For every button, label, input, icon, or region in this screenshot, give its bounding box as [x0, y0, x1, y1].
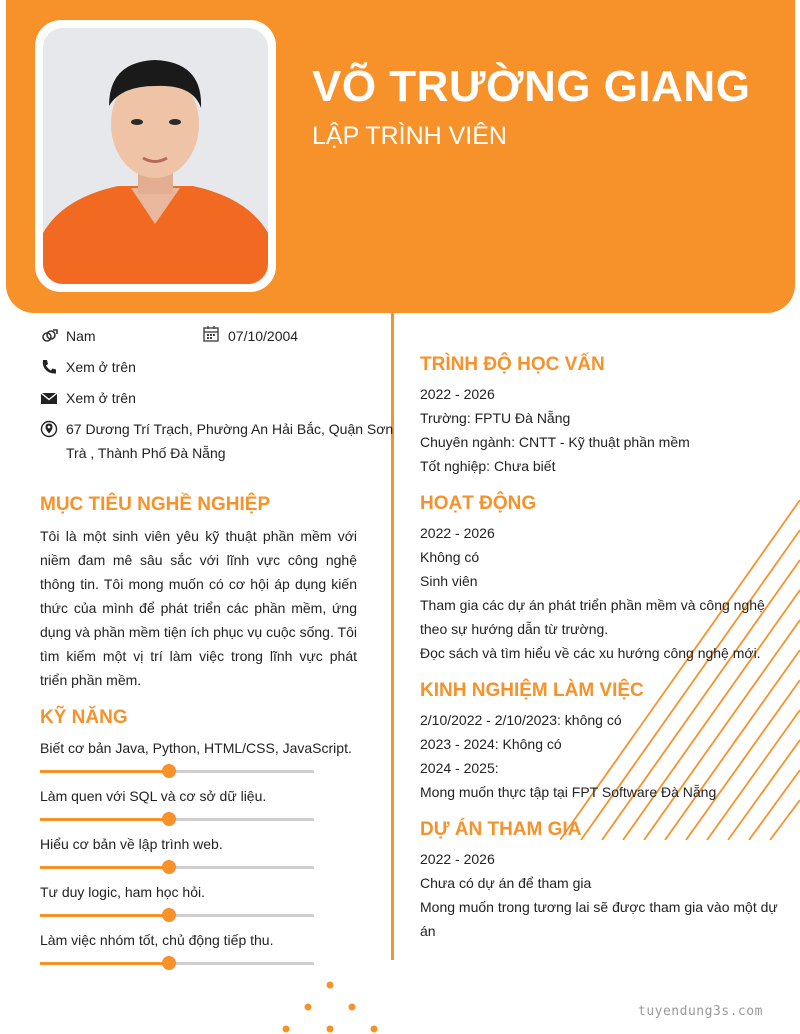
- envelope-icon: [40, 389, 58, 407]
- column-divider: [391, 313, 394, 960]
- skill-bar-knob: [162, 764, 176, 778]
- skill-bar: [40, 770, 314, 773]
- skill-bar: [40, 914, 314, 917]
- experience-line: Mong muốn thực tập tại FPT Software Đà Nẵng: [420, 784, 717, 800]
- birthdate-value: 07/10/2004: [228, 328, 299, 344]
- projects-title: DỰ ÁN THAM GIA: [420, 819, 582, 840]
- candidate-name: VÕ TRƯỜNG GIANG: [312, 62, 751, 111]
- gender-row: [40, 327, 96, 348]
- gender-icon: [40, 327, 58, 345]
- education-title: TRÌNH ĐỘ HỌC VẤN: [420, 354, 605, 375]
- location-pin-icon: [40, 420, 58, 438]
- skill-label: Biết cơ bản Java, Python, HTML/CSS, JavaScript.: [40, 740, 352, 756]
- activities-line: Sinh viên: [420, 573, 478, 589]
- skill-item: [40, 932, 370, 948]
- email-row: [40, 389, 136, 410]
- activities-line: 2022 - 2026: [420, 525, 495, 541]
- activities-line: Tham gia các dự án phát triển phần mềm và công nghệ: [420, 597, 765, 613]
- skill-item: [40, 788, 370, 804]
- skill-bar-knob: [162, 956, 176, 970]
- skill-label: Làm việc nhóm tốt, chủ động tiếp thu.: [40, 932, 274, 948]
- phone-value: Xem ở trên: [66, 359, 136, 375]
- activities-line: Đọc sách và tìm hiểu về các xu hướng công nghệ mới.: [420, 645, 761, 661]
- skill-label: Làm quen với SQL và cơ sở dữ liệu.: [40, 788, 267, 804]
- skill-bar-fill: [40, 914, 169, 917]
- candidate-job-title: LẬP TRÌNH VIÊN: [312, 122, 507, 150]
- skill-bar-fill: [40, 770, 169, 773]
- gender-value: Nam: [66, 328, 96, 344]
- objective-text: Tôi là một sinh viên yêu kỹ thuật phần mềm với niềm đam mê sâu sắc với lĩnh vực công nghệ thông tin. Tôi mong muốn có cơ hội áp dụng kiến thức của mình để phát triển các phần mềm, ứng dụng và phần mềm tiện ích phục vụ cuộc sống. Tôi tìm kiếm một vị trí làm việc trong lĩnh vực phát triển phần mềm.: [40, 528, 357, 688]
- skill-label: Tư duy logic, ham học hỏi.: [40, 884, 206, 900]
- activities-title: HOẠT ĐỘNG: [420, 493, 537, 514]
- skill-label: Hiểu cơ bản về lập trình web.: [40, 836, 223, 852]
- skill-bar: [40, 962, 314, 965]
- profile-photo-frame: [35, 20, 276, 292]
- education-line: Chuyên ngành: CNTT - Kỹ thuật phần mềm: [420, 434, 690, 450]
- address-value: 67 Dương Trí Trạch, Phường An Hải Bắc, Quận Sơn Trà , Thành Phố Đà Nẵng: [66, 421, 394, 461]
- profile-photo: [43, 28, 268, 284]
- education-line: Tốt nghiệp: Chưa biết: [420, 458, 556, 474]
- experience-line: 2023 - 2024: Không có: [420, 736, 562, 752]
- skill-bar-knob: [162, 860, 176, 874]
- skill-item: [40, 884, 370, 900]
- skill-item: [40, 740, 370, 756]
- experience-title: KINH NGHIỆM LÀM VIỆC: [420, 680, 644, 701]
- skill-bar: [40, 866, 314, 869]
- skills-title: KỸ NĂNG: [40, 707, 128, 728]
- projects-line: Mong muốn trong tương lai sẽ được tham gia vào một dự: [420, 899, 778, 915]
- skill-bar-fill: [40, 866, 169, 869]
- email-value: Xem ở trên: [66, 390, 136, 406]
- projects-line: Chưa có dự án để tham gia: [420, 875, 592, 891]
- skill-bar-knob: [162, 812, 176, 826]
- experience-line: 2/10/2022 - 2/10/2023: không có: [420, 712, 622, 728]
- skill-bar-knob: [162, 908, 176, 922]
- phone-icon: [40, 358, 58, 376]
- skill-bar: [40, 818, 314, 821]
- skill-bar-fill: [40, 818, 169, 821]
- projects-line: 2022 - 2026: [420, 851, 495, 867]
- activities-line: theo sự hướng dẫn từ trường.: [420, 621, 609, 637]
- experience-line: 2024 - 2025:: [420, 760, 499, 776]
- objective-title: MỤC TIÊU NGHỀ NGHIỆP: [40, 494, 271, 515]
- calendar-icon: [202, 325, 220, 343]
- phone-row: [40, 358, 136, 379]
- decorative-dots: [280, 978, 390, 1034]
- watermark: tuyendung3s.com: [638, 1004, 763, 1019]
- skill-item: [40, 836, 370, 852]
- skill-bar-fill: [40, 962, 169, 965]
- projects-line: án: [420, 923, 436, 939]
- activities-line: Không có: [420, 549, 480, 565]
- education-line: Trường: FPTU Đà Nẵng: [420, 410, 571, 426]
- education-line: 2022 - 2026: [420, 386, 495, 402]
- address-row: [40, 420, 402, 465]
- birthdate-row: [202, 325, 298, 348]
